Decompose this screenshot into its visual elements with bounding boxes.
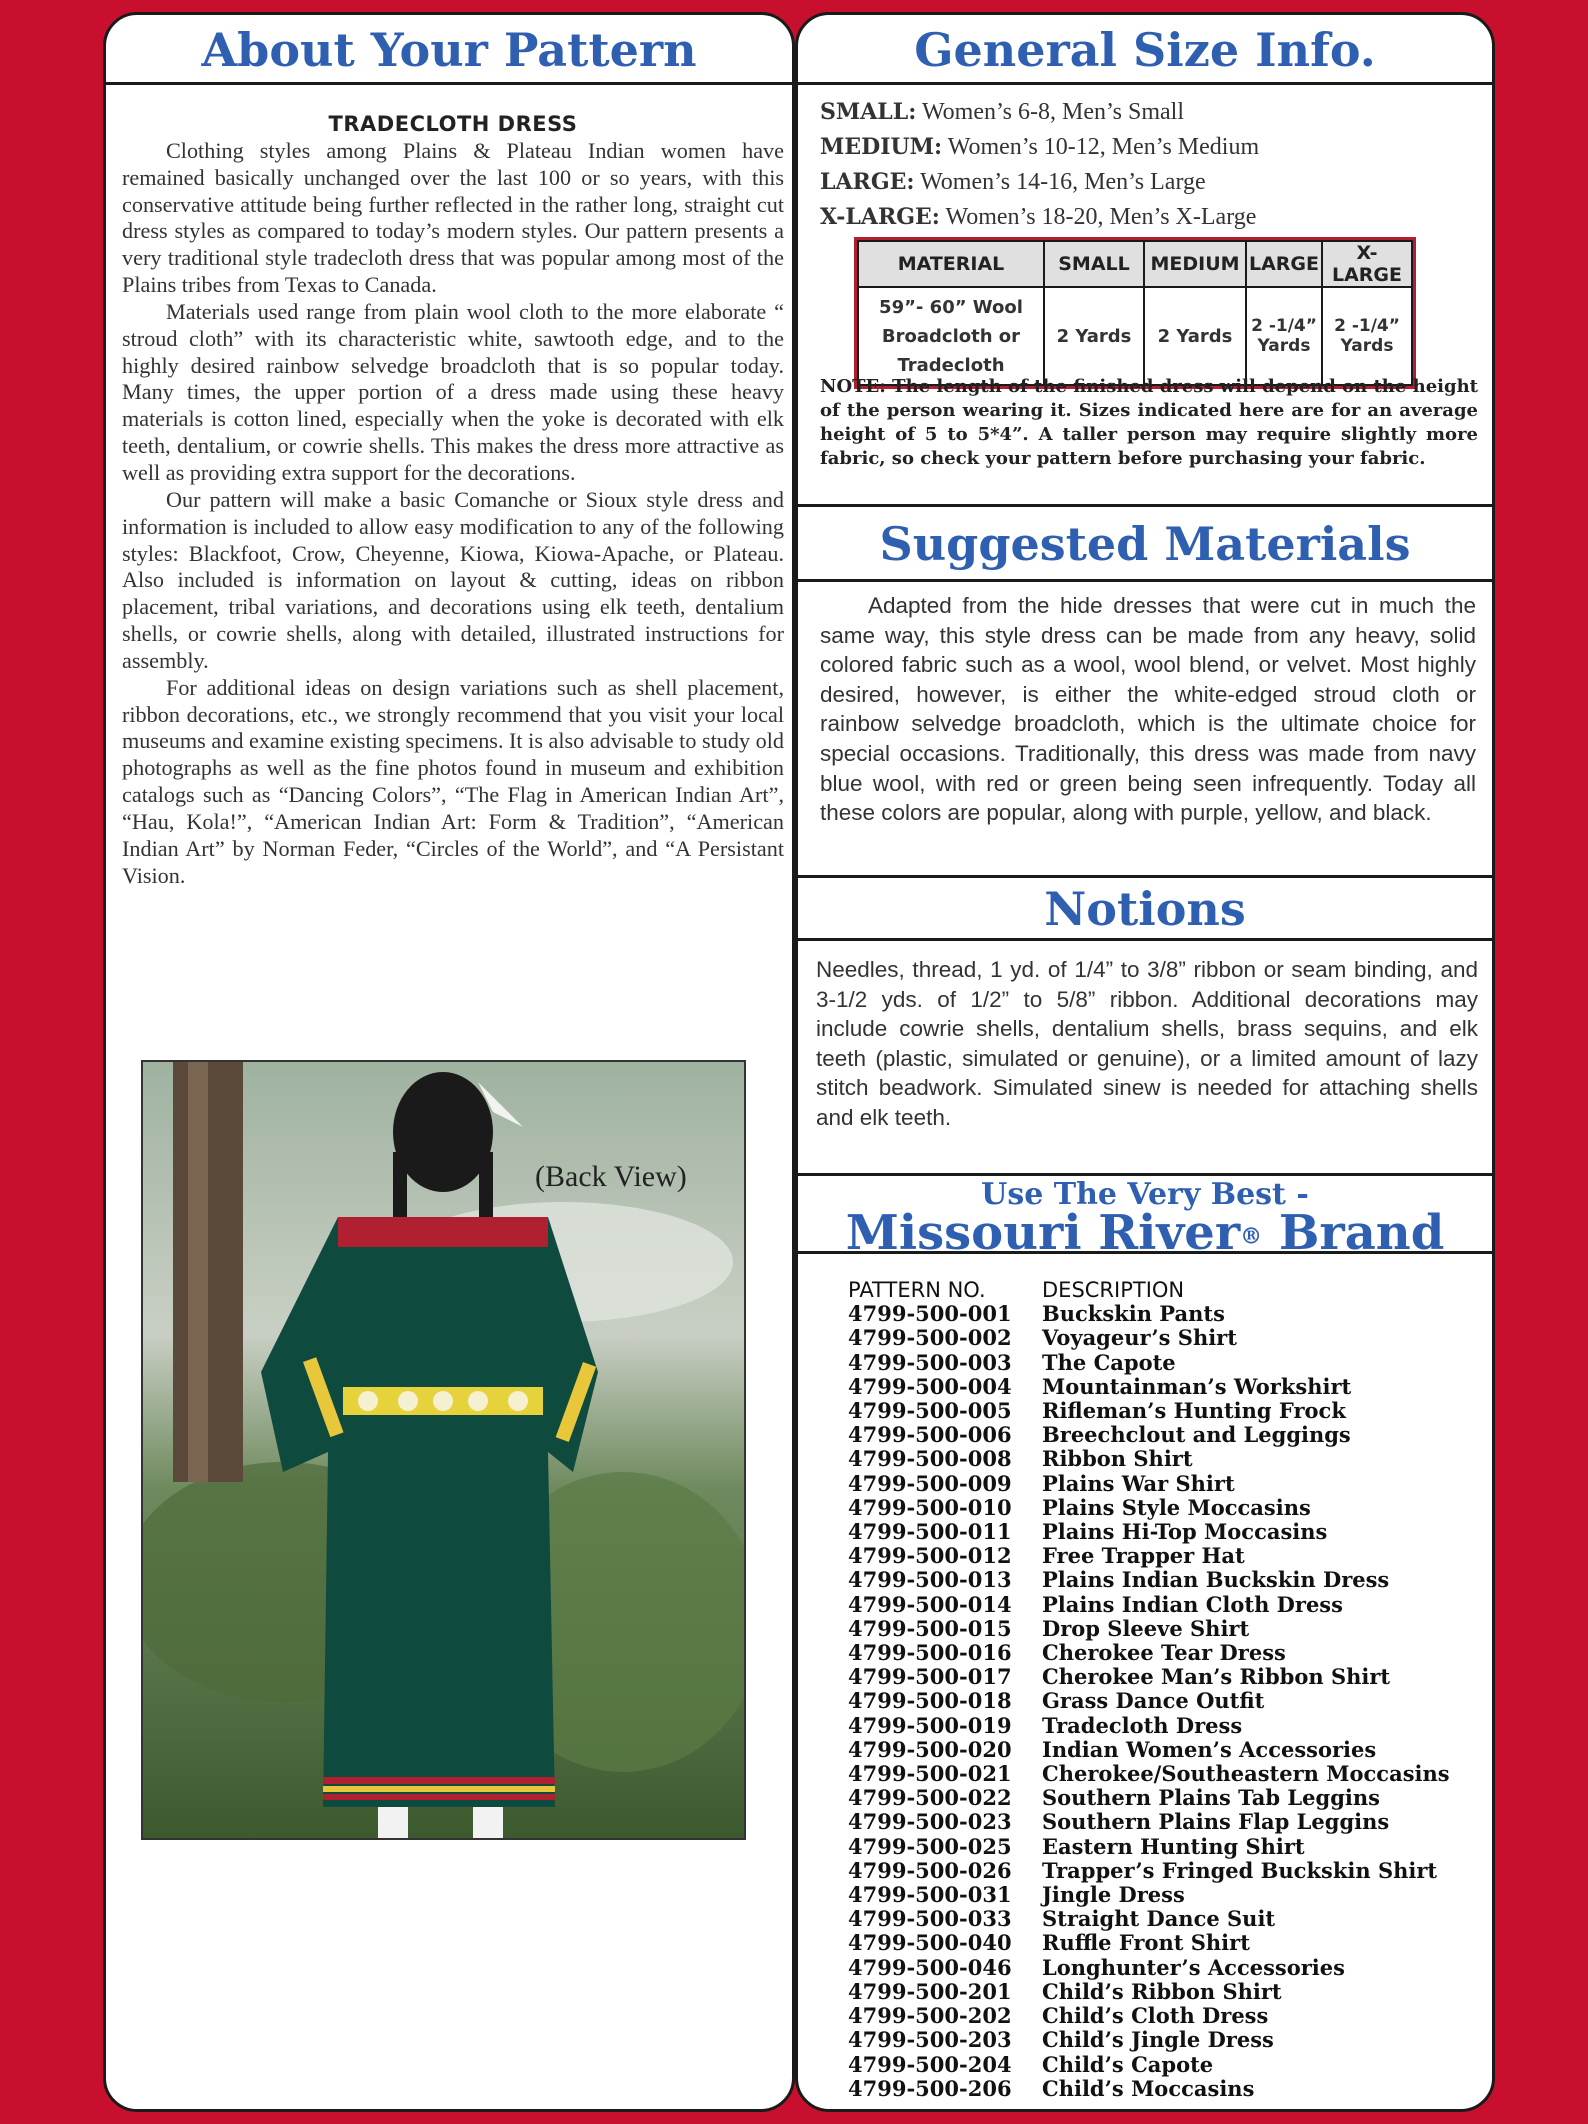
pattern-number: 4799-500-204 — [848, 2051, 1012, 2077]
pattern-number: 4799-500-206 — [848, 2075, 1012, 2101]
pattern-description: Southern Plains Flap Leggins — [1042, 1809, 1390, 1835]
pattern-number: 4799-500-001 — [848, 1301, 1012, 1327]
pattern-number: 4799-500-006 — [848, 1422, 1012, 1448]
materials-heading: Suggested Materials — [798, 507, 1492, 582]
pattern-row — [848, 1689, 1488, 1713]
pattern-number: 4799-500-201 — [848, 1978, 1012, 2004]
pattern-number: 4799-500-012 — [848, 1543, 1012, 1569]
pattern-description: Drop Sleeve Shirt — [1042, 1615, 1250, 1641]
pattern-row — [848, 1762, 1488, 1786]
size-xlarge: X-LARGE: Women’s 18-20, Men’s X-Large — [820, 204, 1257, 230]
pattern-description: Plains Indian Buckskin Dress — [1042, 1567, 1390, 1593]
paragraph-4: For additional ideas on design variations such as shell placement, ribbon decorations, etc., we strongly recommend that you visit your local museums and examine existing specimens. It is also advisable to study old photographs as well as the fine photos found in museum and exhibition catalogs such as “Dancing Colors”, “The Flag in American Indian Art”, “Hau, Kola!”, “American Indian Art: Form & Tradition”, “American Indian Art” by Norman Feder, “Circles of the World”, and “A Persistant Vision. — [122, 674, 784, 888]
pattern-row — [848, 1351, 1488, 1375]
pattern-description: Plains Hi-Top Moccasins — [1042, 1519, 1328, 1545]
right-column — [795, 12, 1495, 2112]
size-medium: MEDIUM: Women’s 10-12, Men’s Medium — [820, 134, 1260, 160]
pattern-number: 4799-500-005 — [848, 1398, 1012, 1424]
col-medium: MEDIUM — [1144, 241, 1246, 287]
pattern-row — [848, 1810, 1488, 1834]
pattern-description: Longhunter’s Accessories — [1042, 1954, 1345, 1980]
about-pattern-heading: About Your Pattern — [106, 15, 792, 85]
pattern-description: Plains Indian Cloth Dress — [1042, 1591, 1343, 1617]
pattern-description: Southern Plains Tab Leggins — [1042, 1785, 1380, 1811]
pattern-number: 4799-500-018 — [848, 1688, 1012, 1714]
pattern-number: 4799-500-019 — [848, 1712, 1012, 1738]
pattern-row — [848, 1956, 1488, 1980]
cell-small: 2 Yards — [1044, 287, 1144, 385]
pattern-row — [848, 1786, 1488, 1810]
pattern-row — [848, 1835, 1488, 1859]
brand-name: Missouri River® Brand — [845, 1205, 1445, 1261]
pattern-number: 4799-500-003 — [848, 1349, 1012, 1375]
pattern-row — [848, 1496, 1488, 1520]
material-table — [857, 240, 1413, 386]
size-note: NOTE: The length of the finished dress will depend on the height of the person wearing it. Sizes indicated here are for an average height of 5 to 5*4”. A taller person may require slightly more fabric, so check your pattern before purchasing your fabric. — [820, 376, 1478, 469]
pattern-number: 4799-500-011 — [848, 1519, 1012, 1545]
pattern-description: Plains Style Moccasins — [1042, 1494, 1311, 1520]
pattern-description: Plains War Shirt — [1042, 1470, 1235, 1496]
pattern-row — [848, 1907, 1488, 1931]
pattern-number: 4799-500-016 — [848, 1640, 1012, 1666]
pattern-number: 4799-500-033 — [848, 1906, 1012, 1932]
pattern-number: 4799-500-022 — [848, 1785, 1012, 1811]
pattern-description: Ruffle Front Shirt — [1042, 1930, 1250, 1956]
pattern-number: 4799-500-040 — [848, 1930, 1012, 1956]
pattern-description: Voyageur’s Shirt — [1042, 1325, 1237, 1351]
pattern-list-header: PATTERN NO. DESCRIPTION — [848, 1278, 1185, 1302]
cell-material: 59”- 60” Wool Broadcloth or Tradecloth — [858, 287, 1044, 385]
pattern-description: Straight Dance Suit — [1042, 1906, 1276, 1932]
pattern-description: Child’s Cloth Dress — [1042, 2003, 1269, 2029]
pattern-description: Child’s Moccasins — [1042, 2075, 1255, 2101]
pattern-description: Free Trapper Hat — [1042, 1543, 1245, 1569]
article-title: TRADECLOTH DRESS — [328, 112, 578, 136]
pattern-description: Trapper’s Fringed Buckskin Shirt — [1042, 1857, 1438, 1883]
pattern-description: Breechclout and Leggings — [1042, 1422, 1351, 1448]
notions-heading: Notions — [798, 878, 1492, 941]
cell-medium: 2 Yards — [1144, 287, 1246, 385]
left-column — [103, 12, 795, 2112]
pattern-number: 4799-500-002 — [848, 1325, 1012, 1351]
pattern-description: Rifleman’s Hunting Frock — [1042, 1398, 1346, 1424]
brand-tagline: Use The Very Best - — [981, 1177, 1309, 1212]
col-large: LARGE — [1246, 241, 1322, 287]
material-table-wrapper — [854, 237, 1416, 389]
pattern-description: Eastern Hunting Shirt — [1042, 1833, 1305, 1859]
dress-photo — [141, 1060, 746, 1840]
pattern-row — [848, 2077, 1488, 2101]
pattern-row — [848, 1399, 1488, 1423]
pattern-row — [848, 1980, 1488, 2004]
pattern-number: 4799-500-014 — [848, 1591, 1012, 1617]
pattern-row — [848, 1883, 1488, 1907]
pattern-number: 4799-500-023 — [848, 1809, 1012, 1835]
pattern-row — [848, 1617, 1488, 1641]
notions-text: Needles, thread, 1 yd. of 1/4” to 3/8” ribbon or seam binding, and 3-1/2 yds. of 1/2” to 5/8” ribbon. Additional decorations may include cowrie shells, dentalium shells, brass sequins, and elk teeth (plastic, simulated or genuine), or a limited amount of lazy stitch beadwork. Simulated sinew is needed for attaching shells and elk teeth. — [816, 957, 1478, 1130]
pattern-description: Jingle Dress — [1042, 1882, 1185, 1908]
pattern-number: 4799-500-010 — [848, 1494, 1012, 1520]
pattern-row — [848, 1859, 1488, 1883]
materials-text: Adapted from the hide dresses that were cut in much the same way, this style dress can be made from any heavy, solid colored fabric such as a wool, wool blend, or velvet. Most highly desired, however, is either the white-edged stroud cloth or rainbow selvedge broadcloth, which is the ultimate choice for special occasions. Traditionally, this dress was made from navy blue wool, with red or green being seen infrequently. Today all these colors are popular, along with purple, yellow, and black. — [820, 593, 1476, 826]
pattern-number: 4799-500-020 — [848, 1736, 1012, 1762]
brand-banner — [798, 1176, 1492, 1261]
pattern-description: Cherokee Man’s Ribbon Shirt — [1042, 1664, 1391, 1690]
paragraph-1: Clothing styles among Plains & Plateau Indian women have remained basically unchanged over the last 100 or so years, with this conservative attitude being further reflected in the rather long, straight cut dress styles as compared to today’s modern styles. Our pattern presents a very traditional style tradecloth dress that was popular among most of the Plains tribes from Texas to Canada. — [122, 137, 784, 298]
pattern-row — [848, 1568, 1488, 1592]
pattern-description: Cherokee/Southeastern Moccasins — [1042, 1761, 1450, 1787]
pattern-number: 4799-500-009 — [848, 1470, 1012, 1496]
pattern-description: Child’s Jingle Dress — [1042, 2027, 1274, 2053]
pattern-number: 4799-500-046 — [848, 1954, 1012, 1980]
cell-xlarge: 2 -1/4” Yards — [1322, 287, 1412, 385]
pattern-row — [848, 1641, 1488, 1665]
col-small: SMALL — [1044, 241, 1144, 287]
pattern-number: 4799-500-021 — [848, 1761, 1012, 1787]
col-material: MATERIAL — [858, 241, 1044, 287]
pattern-description: Tradecloth Dress — [1042, 1712, 1243, 1738]
pattern-list — [848, 1278, 1488, 2101]
pattern-row — [848, 1544, 1488, 1568]
pattern-row — [848, 1738, 1488, 1762]
pattern-description: Cherokee Tear Dress — [1042, 1640, 1286, 1666]
photo-caption: (Back View) — [535, 1160, 687, 1193]
size-large: LARGE: Women’s 14-16, Men’s Large — [820, 169, 1206, 195]
pattern-description: Buckskin Pants — [1042, 1301, 1225, 1327]
pattern-description: Mountainman’s Workshirt — [1042, 1373, 1352, 1399]
pattern-row — [848, 1375, 1488, 1399]
pattern-row — [848, 1326, 1488, 1350]
col-xlarge: X-LARGE — [1322, 241, 1412, 287]
size-list — [820, 95, 1480, 235]
pattern-row — [848, 1302, 1488, 1326]
about-pattern-body — [122, 111, 784, 889]
pattern-row — [848, 2053, 1488, 2077]
pattern-number: 4799-500-017 — [848, 1664, 1012, 1690]
cell-large: 2 -1/4” Yards — [1246, 287, 1322, 385]
pattern-description: Indian Women’s Accessories — [1042, 1736, 1377, 1762]
pattern-row — [848, 1472, 1488, 1496]
pattern-row — [848, 1447, 1488, 1471]
size-small: SMALL: Women’s 6-8, Men’s Small — [820, 99, 1185, 125]
pattern-number: 4799-500-015 — [848, 1615, 1012, 1641]
pattern-number: 4799-500-031 — [848, 1882, 1012, 1908]
pattern-row — [848, 1593, 1488, 1617]
pattern-number: 4799-500-026 — [848, 1857, 1012, 1883]
pattern-row — [848, 1931, 1488, 1955]
pattern-row — [848, 1714, 1488, 1738]
pattern-row — [848, 1665, 1488, 1689]
pattern-number: 4799-500-013 — [848, 1567, 1012, 1593]
pattern-number: 4799-500-008 — [848, 1446, 1012, 1472]
pattern-description: Child’s Ribbon Shirt — [1042, 1978, 1282, 2004]
pattern-number: 4799-500-004 — [848, 1373, 1012, 1399]
pattern-row — [848, 2004, 1488, 2028]
size-info-heading: General Size Info. — [798, 15, 1492, 85]
pattern-number: 4799-500-202 — [848, 2003, 1012, 2029]
pattern-description: The Capote — [1042, 1349, 1176, 1375]
paragraph-2: Materials used range from plain wool cloth to the more elaborate “ stroud cloth” with its characteristic white, sawtooth edge, and to the highly desired rainbow selvedge broadcloth that is so popular today. Many times, the upper portion of a dress made using these heavy materials is cotton lined, especially when the yoke is decorated with elk teeth, dentalium, or cowrie shells. This makes the dress more attractive as well as providing extra support for the decorations. — [122, 298, 784, 485]
paragraph-3: Our pattern will make a basic Comanche or Sioux style dress and information is included to allow easy modification to any of the following styles: Blackfoot, Crow, Cheyenne, Kiowa, Kiowa-Apache, or Plateau. Also included is information on layout & cutting, ideas on ribbon placement, tribal variations, and decorations using elk teeth, dentalium shells, or cowrie shells, along with detailed, illustrated instructions for assembly. — [122, 486, 784, 673]
pattern-number: 4799-500-025 — [848, 1833, 1012, 1859]
pattern-description: Ribbon Shirt — [1042, 1446, 1193, 1472]
pattern-row — [848, 1423, 1488, 1447]
pattern-number: 4799-500-203 — [848, 2027, 1012, 2053]
pattern-description: Child’s Capote — [1042, 2051, 1214, 2077]
pattern-row — [848, 2028, 1488, 2052]
pattern-row — [848, 1520, 1488, 1544]
pattern-description: Grass Dance Outfit — [1042, 1688, 1265, 1714]
